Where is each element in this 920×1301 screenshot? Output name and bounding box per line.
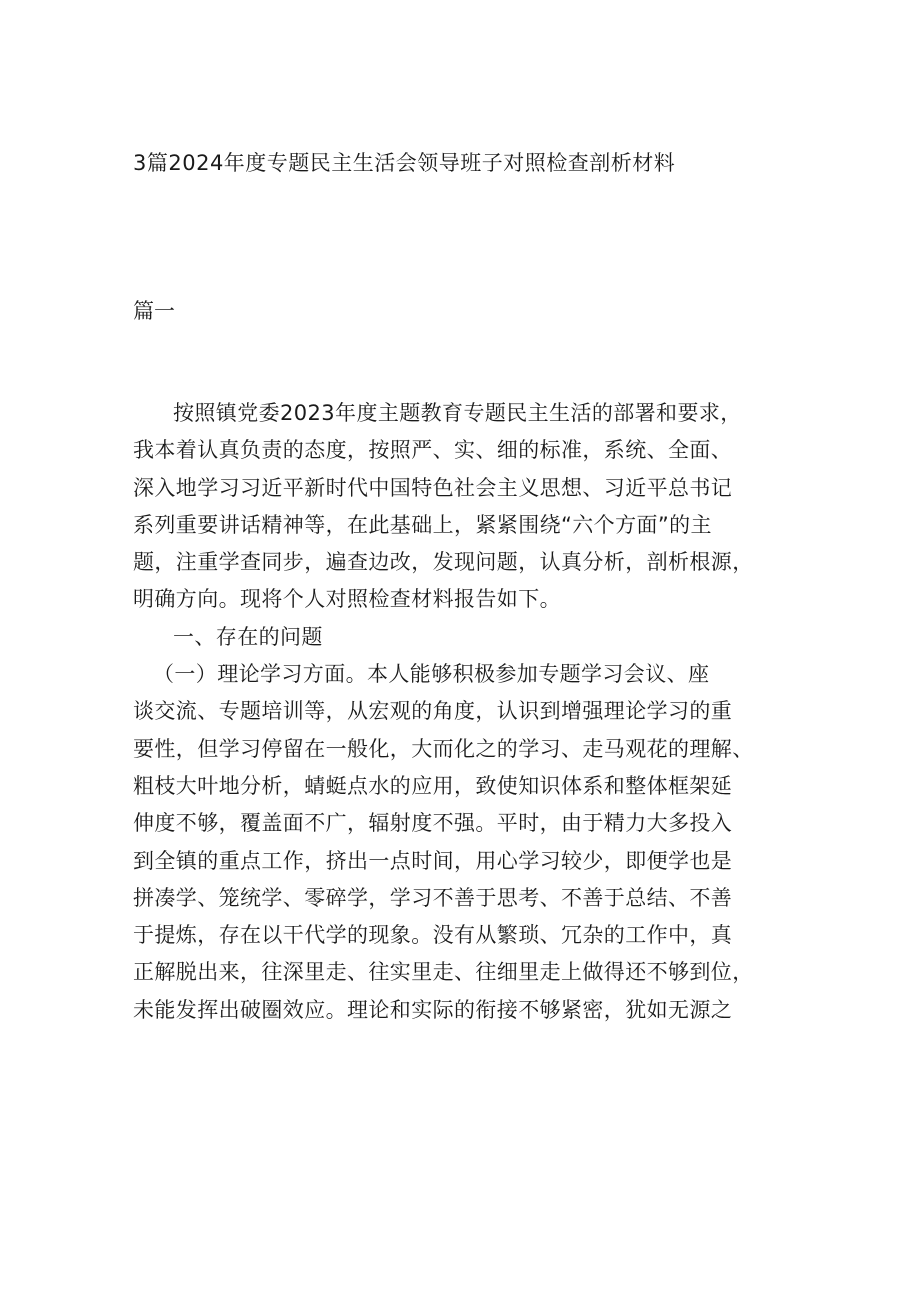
paragraph-line: 到全镇的重点工作，挤出一点时间，用心学习较少，即便学也是 bbox=[133, 848, 733, 873]
paragraph-line: 明确方向。现将个人对照检查材料报告如下。 bbox=[133, 587, 561, 612]
paragraph-line: 伸度不够，覆盖面不广，辐射度不强。平时，由于精力大多投入 bbox=[133, 811, 733, 836]
paragraph-line: 未能发挥出破圈效应。理论和实际的衔接不够紧密，犹如无源之 bbox=[133, 997, 733, 1022]
paragraph-line: 于提炼，存在以干代学的现象。没有从繁琐、冗杂的工作中，真 bbox=[133, 923, 733, 948]
paragraph-line: 按照镇党委2023年度主题教育专题民主生活的部署和要求， bbox=[173, 401, 742, 425]
paragraph-line: 正解脱出来，往深里走、往实里走、往细里走上做得还不够到位， bbox=[133, 960, 754, 985]
section-heading: 一、存在的问题 bbox=[173, 624, 323, 649]
paragraph-line: 系列重要讲话精神等，在此基础上，紧紧围绕“六个方面”的主 bbox=[133, 512, 712, 537]
section-label: 篇一 bbox=[133, 299, 175, 323]
paragraph-line: 深入地学习习近平新时代中国特色社会主义思想、习近平总书记 bbox=[133, 475, 733, 500]
paragraph-line: 要性，但学习停留在一般化，大而化之的学习、走马观花的理解、 bbox=[133, 736, 754, 761]
document-title: 3篇2024年度专题民主生活会领导班子对照检查剖析材料 bbox=[133, 151, 676, 175]
document-body bbox=[133, 395, 803, 1029]
paragraph-line: 粗枝大叶地分析，蜻蜓点水的应用，致使知识体系和整体框架延 bbox=[133, 773, 733, 798]
paragraph-line: （一）理论学习方面。本人能够积极参加专题学习会议、座 bbox=[153, 662, 710, 687]
paragraph-line: 谈交流、专题培训等，从宏观的角度，认识到增强理论学习的重 bbox=[133, 699, 733, 724]
paragraph-line: 题，注重学查同步，遍查边改，发现问题，认真分析，剖析根源， bbox=[133, 550, 754, 575]
paragraph-line: 我本着认真负责的态度，按照严、实、细的标准，系统、全面、 bbox=[133, 438, 733, 463]
paragraph-line: 拼凑学、笼统学、零碎学，学习不善于思考、不善于总结、不善 bbox=[133, 885, 733, 910]
